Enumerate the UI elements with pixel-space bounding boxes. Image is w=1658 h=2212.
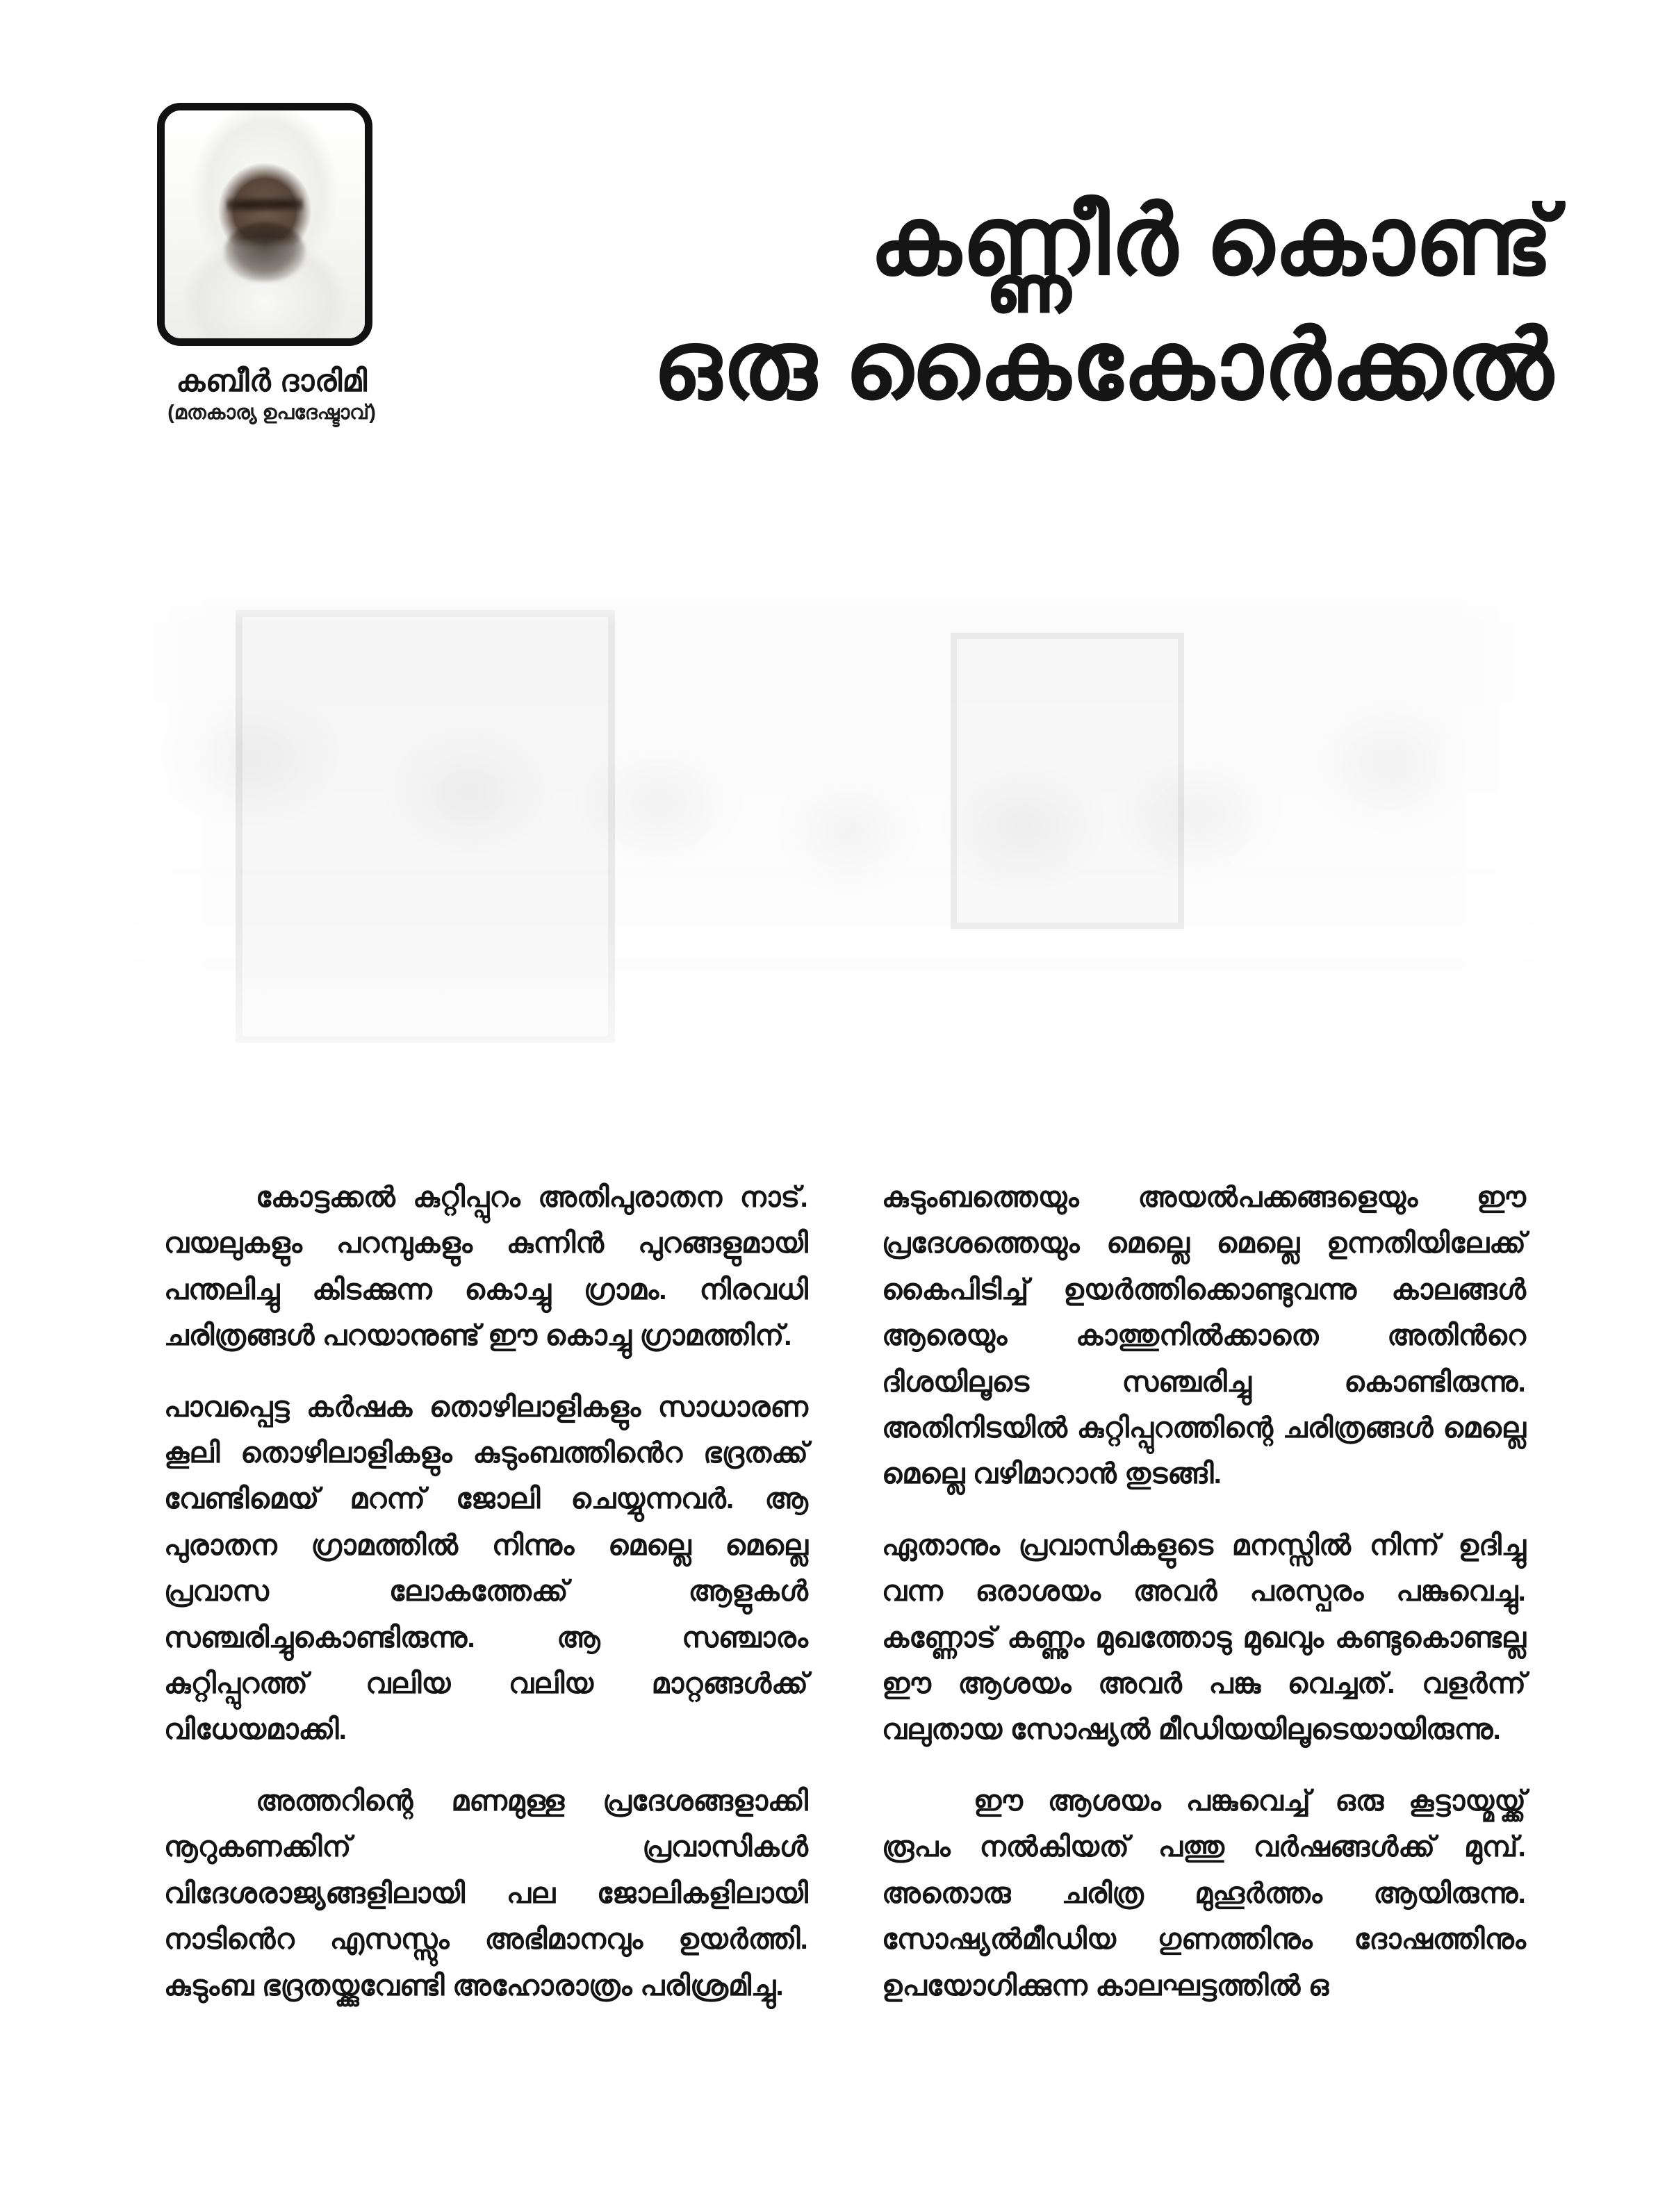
paragraph: അത്തറിന്റെ മണമുള്ള പ്രദേശങ്ങളാക്കി നൂറുകണക്കിന് പ്രവാസികൾ വിദേശരാജ്യങ്ങളിലായി പല ജോലികളിലായി നാടിൻെറ എസസ്സും അഭിമാനവും ഉയർത്തി. കുടുംബ ഭദ്രതയ്ക്കുവേണ്ടി അഹോരാത്രം പരിശ്രമിച്ചു. (164, 1784, 808, 2001)
headline-line-1: കണ്ണീർ കൊണ്ട് (869, 188, 1554, 295)
headline-line-2: ഒരു കൈകോർക്കൽ (652, 312, 1554, 420)
photo-fade-sides (104, 587, 1563, 1157)
author-block (157, 103, 386, 425)
author-portrait-image (165, 110, 365, 338)
author-role: (മതകാര്യ ഉപദേഷ്ടാവ്) (167, 402, 376, 424)
author-photo-frame (157, 103, 372, 346)
article-body (164, 1174, 1526, 2008)
article-headline (653, 179, 1554, 429)
paragraph: പാവപ്പെട്ട കർഷക തൊഴിലാളികളും സാധാരണ കൂലി തൊഴിലാളികളും കുടുംബത്തിൻെറ ഭദ്രതക്ക് വേണ്ടിമെയ് മറന്ന് ജോലി ചെയ്യുന്നവർ. ആ പുരാതന ഗ്രാമത്തിൽ നിന്നും മെല്ലെ മെല്ലെ പ്രവാസ ലോകത്തേക്ക് ആളുകൾ സഞ്ചരിച്ചുകൊണ്ടിരുന്നു. ആ സഞ്ചാരം കുറ്റിപ്പുറത്ത് വലിയ വലിയ മാറ്റങ്ങൾക്ക് വിധേയമാക്കി. (164, 1390, 808, 1746)
paragraph: കോട്ടക്കൽ കുറ്റിപ്പുറം അതിപുരാതന നാട്. വയലുകളും പറമ്പുകളും കുന്നിൻ പുറങ്ങളുമായി പന്തലിച്ചു കിടക്കുന്ന കൊച്ചു ഗ്രാമം. നിരവധി ചരിത്രങ്ങൾ പറയാനുണ്ട് ഈ കൊച്ചു ഗ്രാമത്തിന്. (164, 1181, 808, 1352)
feature-photograph (104, 587, 1563, 1157)
paragraph: കുടുംബത്തെയും അയൽപക്കങ്ങളെയും ഈ പ്രദേശത്തെയും മെല്ലെ മെല്ലെ ഉന്നതിയിലേക്ക് കൈപിടിച്ച് ഉയർത്തിക്കൊണ്ടുവന്നു കാലങ്ങൾ ആരെയും കാത്തുനിൽക്കാതെ അതിൻറെ ദിശയിലൂടെ സഞ്ചരിച്ചു കൊണ്ടിരുന്നു. അതിനിടയിൽ കുറ്റിപ്പുറത്തിന്റെ ചരിത്രങ്ങൾ മെല്ലെ മെല്ലെ വഴിമാറാൻ തുടങ്ങി. (882, 1181, 1526, 1490)
body-column-left (164, 1174, 808, 2008)
body-column-right (882, 1174, 1526, 2008)
article-header (0, 0, 1658, 528)
paragraph: ഏതാനും പ്രവാസികളുടെ മനസ്സിൽ നിന്ന് ഉദിച്ചു വന്ന ഒരാശയം അവർ പരസ്പരം പങ്കുവെച്ചു. കണ്ണോട് കണ്ണും മുഖത്തോടു മുഖവും കണ്ടുകൊണ്ടല്ല ഈ ആശയം അവർ പങ്കു വെച്ചത്. വളർന്ന് വലുതായ സോഷ്യൽ മീഡിയയിലൂടെയായിരുന്നു. (882, 1528, 1526, 1746)
paragraph: ഈ ആശയം പങ്കുവെച്ച് ഒരു കൂട്ടായ്മയ്ക്ക് രൂപം നൽകിയത് പത്തു വർഷങ്ങൾക്ക് മുമ്പ്. അതൊരു ചരിത്ര മുഹൂർത്തം ആയിരുന്നു. സോഷ്യൽമീഡിയ ഗുണത്തിനും ദോഷത്തിനും ഉപയോഗിക്കുന്ന കാലഘട്ടത്തിൽ ഒ (882, 1784, 1526, 2001)
author-name: കബീർ ദാരിമി (176, 364, 368, 398)
